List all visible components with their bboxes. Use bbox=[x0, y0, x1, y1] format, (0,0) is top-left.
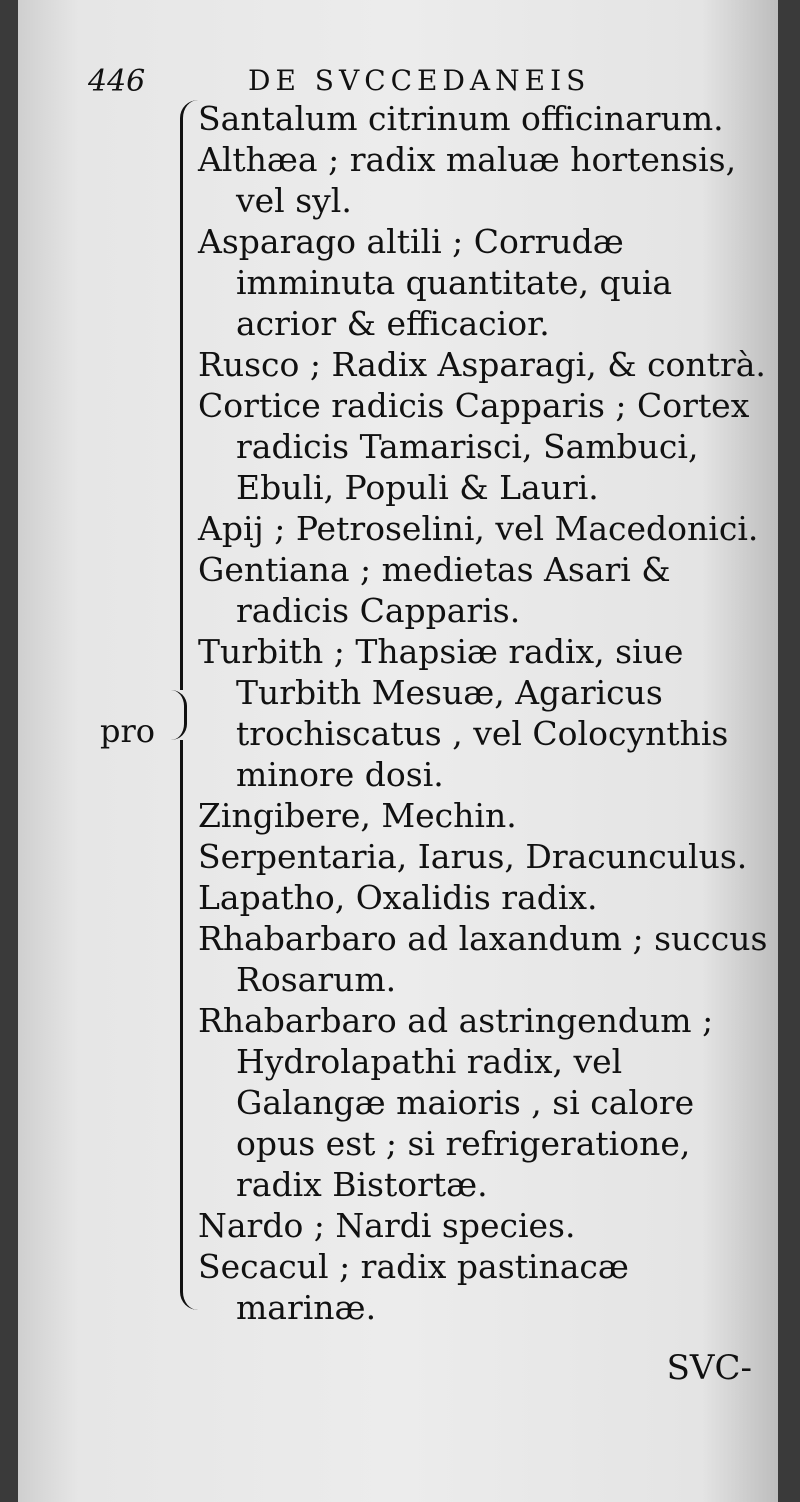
list-item: Lapatho, Oxalidis radix. bbox=[198, 878, 598, 917]
list-item: Apij ; Petroselini, vel Macedonici. bbox=[198, 509, 759, 548]
list-item: Gentiana ; medietas Asari & radicis Capparis. bbox=[198, 550, 671, 630]
list-item: Santalum citrinum officinarum. bbox=[198, 99, 724, 138]
running-head: DE SVCCEDANEIS bbox=[248, 64, 591, 97]
list-item: Asparago altili ; Corrudæ imminuta quantitate, quia acrior & efficacior. bbox=[198, 222, 673, 343]
book-page bbox=[18, 0, 778, 1502]
list-item: Rhabarbaro ad astringendum ; Hydrolapathi radix, vel Galangæ maioris , si calore opus est ; si refrigeratione, radix Bistortæ. bbox=[198, 1001, 714, 1204]
list-item: Rusco ; Radix Asparagi, & contrà. bbox=[198, 345, 766, 384]
list-item: Cortice radicis Capparis ; Cortex radicis Tamarisci, Sambuci, Ebuli, Populi & Lauri. bbox=[198, 386, 750, 507]
list-item: Secacul ; radix pastinacæ marinæ. bbox=[198, 1247, 629, 1327]
list-item: Rhabarbaro ad laxandum ; succus Rosarum. bbox=[198, 919, 768, 999]
catchword: SVC- bbox=[666, 1348, 752, 1388]
list-item: Nardo ; Nardi species. bbox=[198, 1206, 576, 1245]
list-item: Serpentaria, Iarus, Dracunculus. bbox=[198, 837, 748, 876]
side-label-pro: pro bbox=[100, 712, 156, 750]
list-item: Althæa ; radix maluæ hortensis, vel syl. bbox=[198, 140, 737, 220]
substitute-list bbox=[198, 98, 768, 1328]
list-item: Zingibere, Mechin. bbox=[198, 796, 517, 835]
list-item: Turbith ; Thapsiæ radix, siue Turbith Mesuæ, Agaricus trochiscatus , vel Colocynthis minore dosi. bbox=[198, 632, 729, 794]
page-number: 446 bbox=[88, 64, 146, 99]
brace-point bbox=[166, 690, 187, 740]
